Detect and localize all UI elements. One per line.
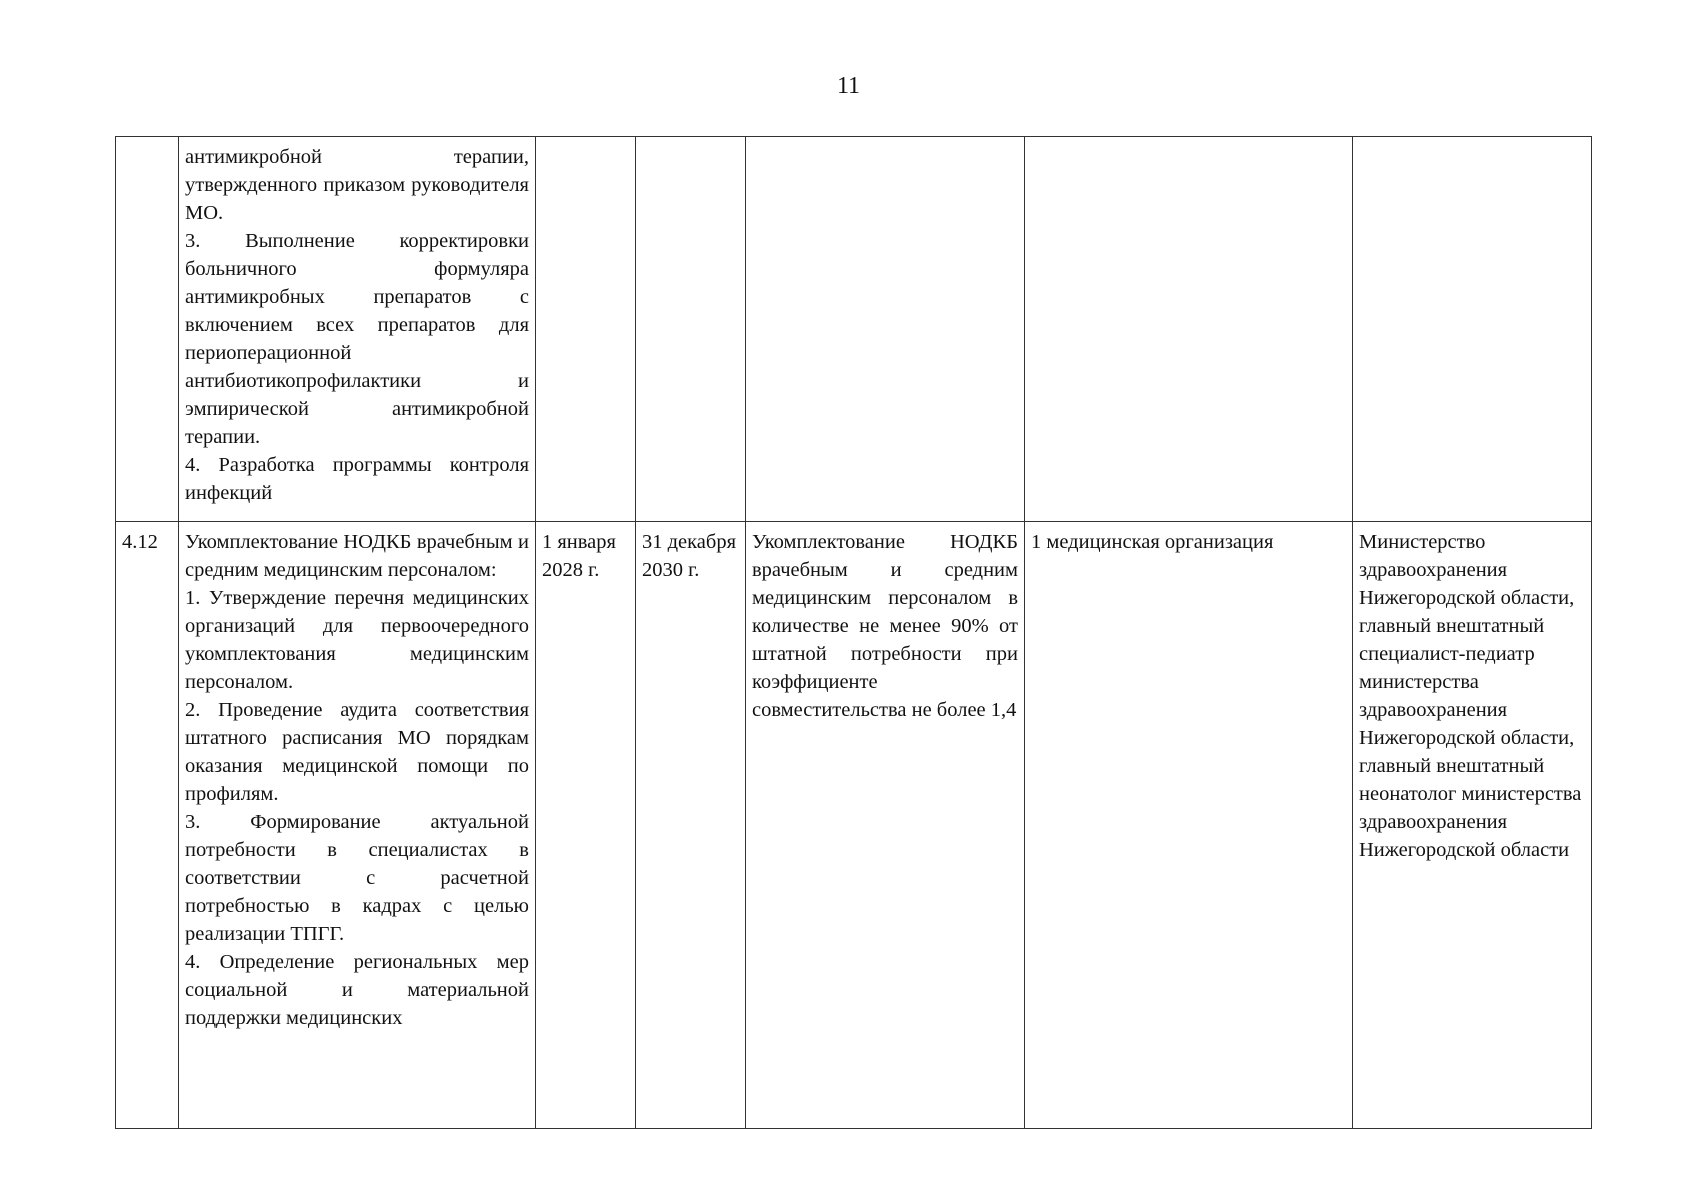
start-date-cell [536,137,636,522]
page-number: 11 [836,73,861,99]
expected-result: Укомплектование НОДКБ врачебным и средним медицинским персоналом в количестве не менее 90% от штатной потребности при коэффициенте совместительства не более 1,4 [752,531,1018,721]
end-date: 31 декабря 2030 г. [642,531,737,581]
activity-line: 2. Проведение аудита соответствия штатного расписания МО порядкам оказания медицинской помощи по профилям. [185,699,529,805]
indicator-value: 1 медицинская организация [1031,531,1274,553]
activity-line: 4. Разработка программы контроля инфекций [185,454,529,504]
responsible-cell [1353,522,1592,1129]
measures-table [115,136,1592,1129]
responsible-party: Министерство здравоохранения Нижегородской области, главный внештатный специалист-педиатр министерства здравоохранения Нижегородской области, главный внештатный неонатолог министерства здравоохранения Нижегородской области [1359,531,1582,861]
result-cell [746,522,1025,1129]
end-date-cell [636,137,746,522]
activity-cell [179,137,536,522]
start-date-cell [536,522,636,1129]
responsible-cell [1353,137,1592,522]
activity-cell [179,522,536,1129]
row-number: 4.12 [122,531,158,553]
end-date-cell [636,522,746,1129]
indicator-cell [1025,137,1353,522]
activity-line: 3. Формирование актуальной потребности в специалистах в соответствии с расчетной потребностью в кадрах с целью реализации ТПГГ. [185,811,529,945]
activity-line: антимикробной терапии, утвержденного приказом руководителя МО. [185,146,529,224]
row-number-cell [116,522,179,1129]
activity-line: 4. Определение региональных мер социальной и материальной поддержки медицинских [185,951,529,1029]
activity-line: 1. Утверждение перечня медицинских организаций для первоочередного укомплектования медицинским персоналом. [185,587,529,693]
table-row [116,137,1592,522]
start-date: 1 января 2028 г. [542,531,616,581]
indicator-cell [1025,522,1353,1129]
table-row [116,522,1592,1129]
result-cell [746,137,1025,522]
activity-line: Укомплектование НОДКБ врачебным и средним медицинским персоналом: [185,531,529,581]
activity-line: 3. Выполнение корректировки больничного формуляра антимикробных препаратов с включением всех препаратов для периоперационной антибиотикопрофилактики и эмпирической антимикробной терапии. [185,230,529,448]
row-number-cell [116,137,179,522]
